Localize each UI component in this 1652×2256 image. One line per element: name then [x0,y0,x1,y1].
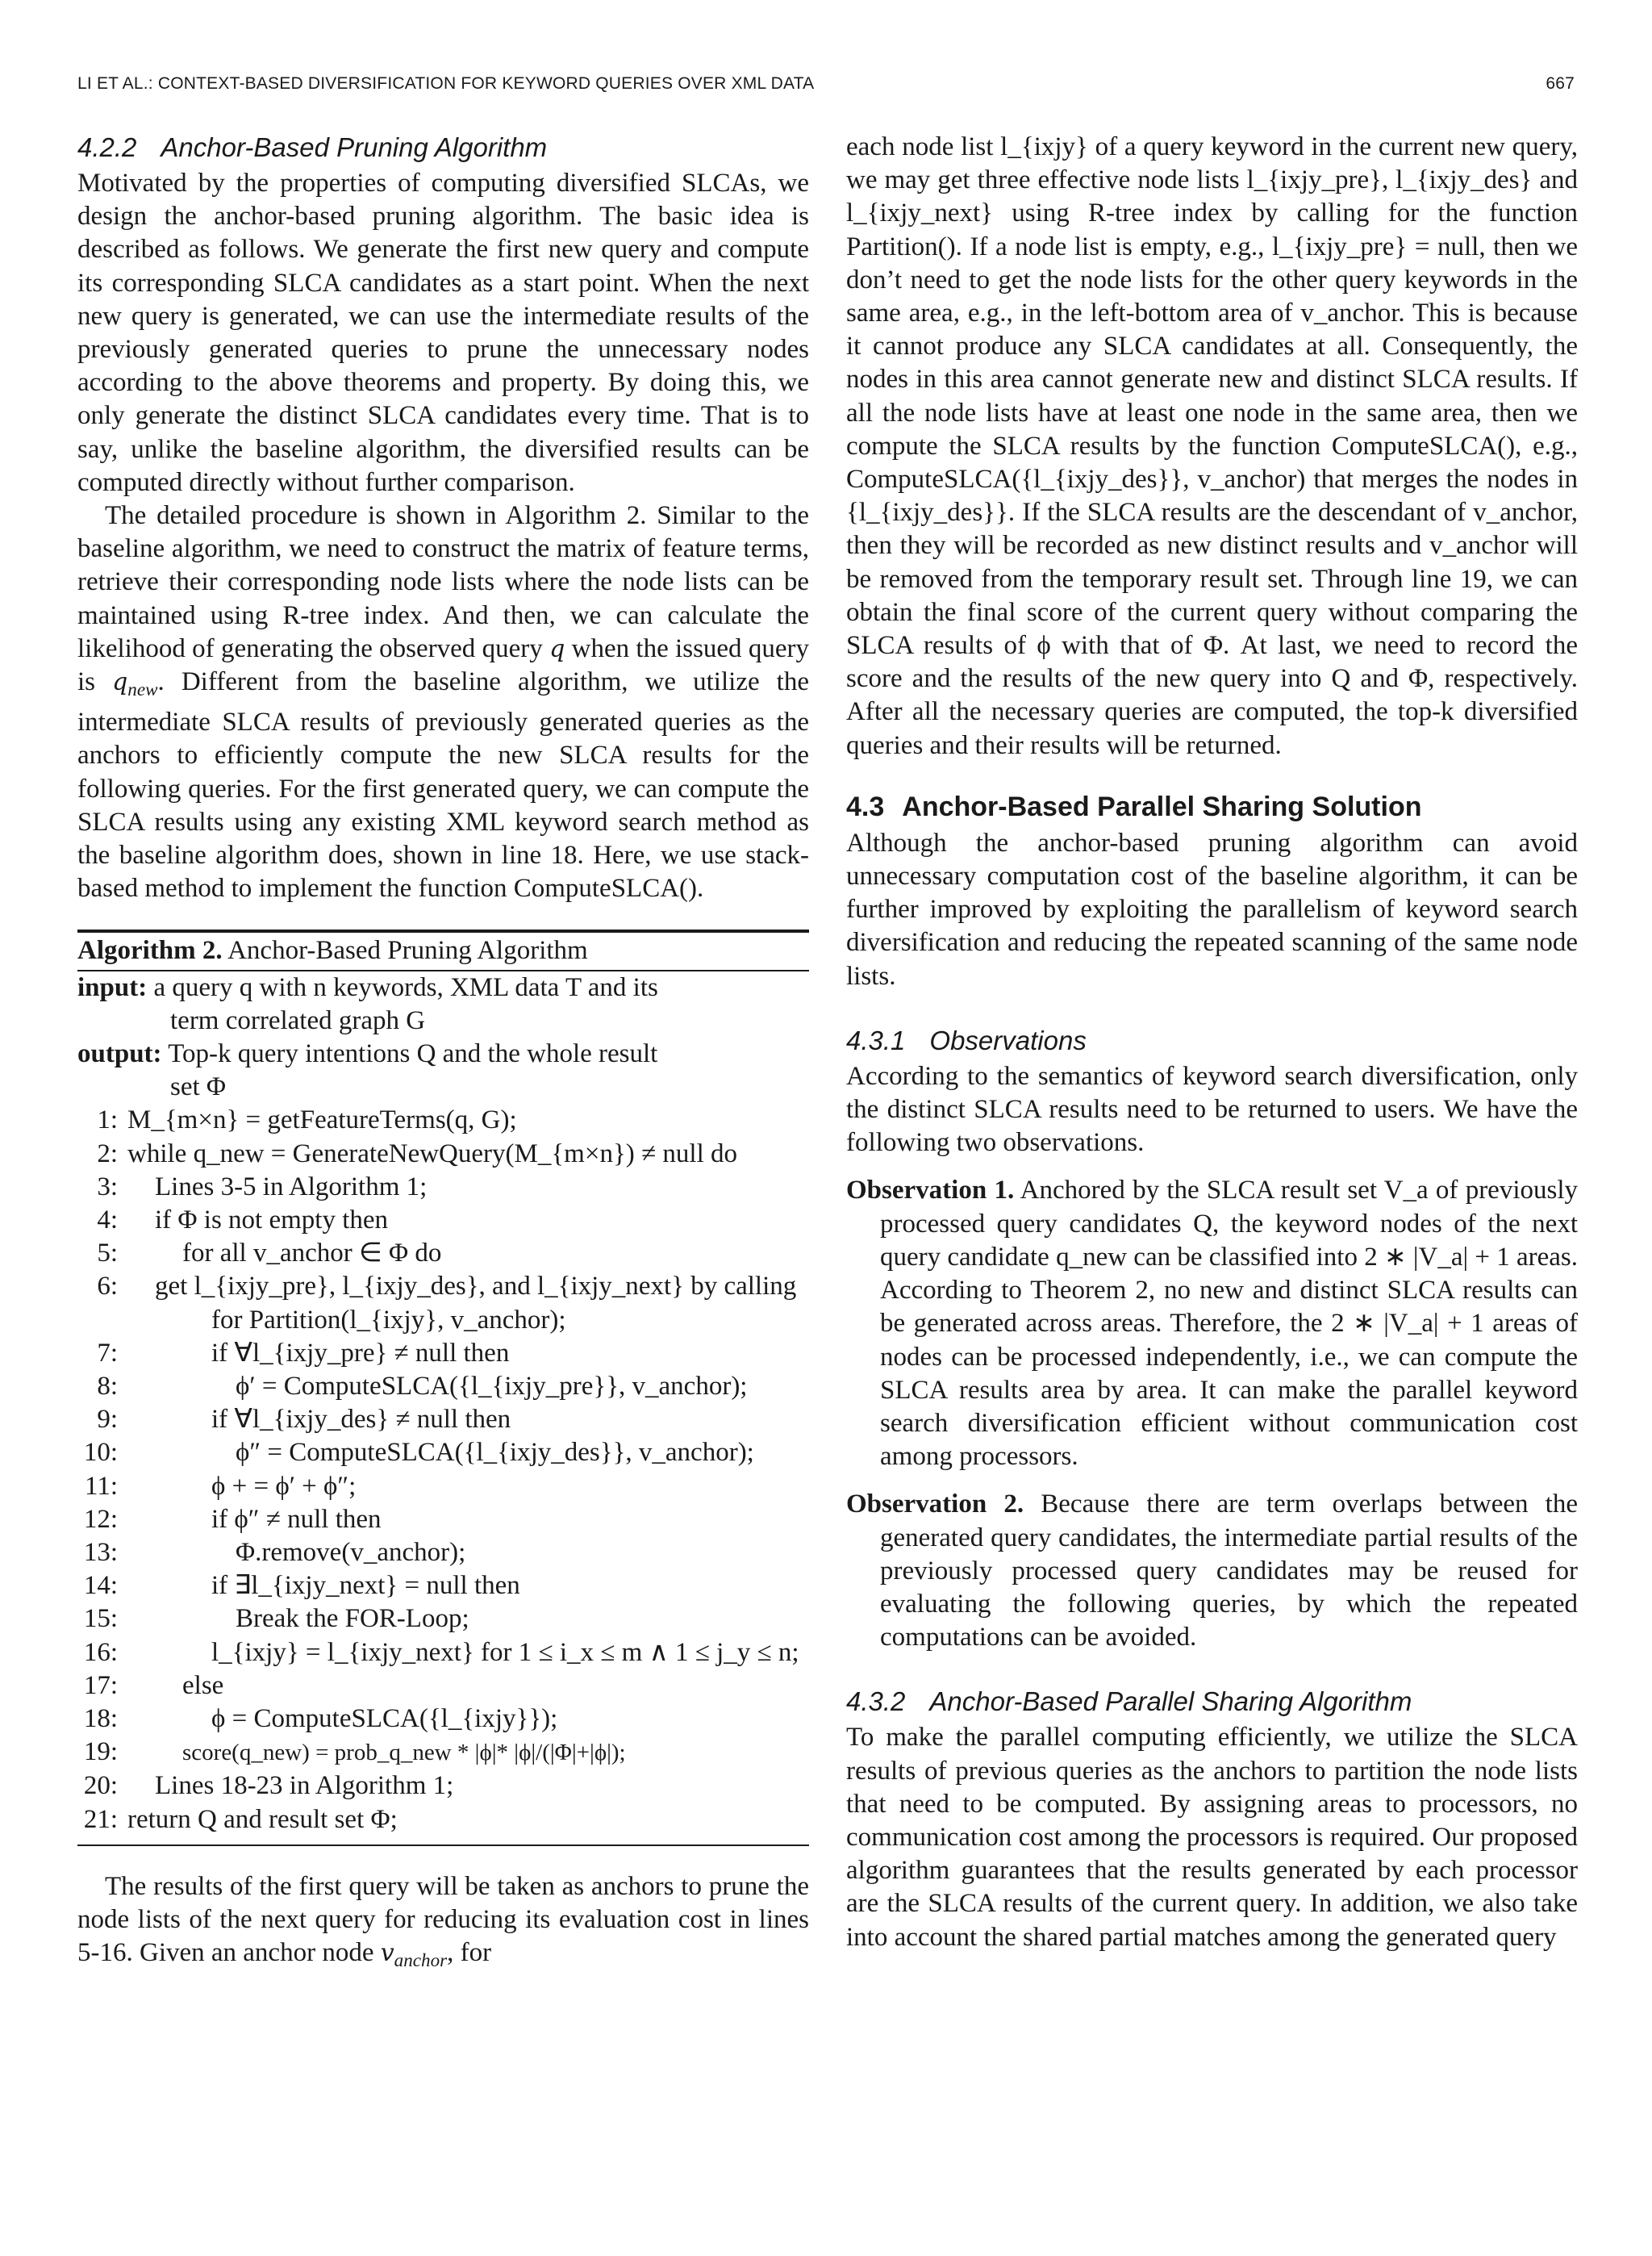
paragraph: The detailed procedure is shown in Algorithm 2. Similar to the baseline algorithm, we need to construct the matrix of feature terms, retrieve their corresponding node lists where the node lists can be maintained using R-tree index. And then, we can calculate the likelihood of generating the observed query q when the issued query is $q_{new}$. Different from the baseline algorithm, we utilize the intermediate SLCA results of previously generated queries as the anchors to efficiently compute the new SLCA results for the following queries. For the first generated query, we can compute the SLCA results using any existing XML keyword search method as the baseline algorithm does, shown in line 18. Here, we use stack-based method to implement the function ComputeSLCA(). [77,501,810,904]
algorithm-line: 21: return Q and result set Φ; [83,1804,398,1834]
section-4-3-1-heading: 4.3.1 Observations [846,1025,1087,1055]
algorithm-line: 6: get l_{ixjy_pre}, l_{ixjy_des}, and l_{ixjy_next} by calling for Partition(l_{ixjy}, v_anchor); [97,1272,797,1335]
algorithm-line: 16: l_{ixjy} = l_{ixjy_next} for 1 ≤ i_x ≤ m ∧ 1 ≤ j_y ≤ n; [83,1637,799,1667]
algorithm-input: input: a query q with n keywords, XML data T and its term correlated graph G [77,972,658,1035]
right-column [846,131,1578,1954]
paragraph: The results of the first query will be taken as anchors to prune the node lists of the next query for reducing its evaluation cost in lines 5-16. Given an anchor node $v_{anchor}$, for [77,1871,809,1971]
algorithm-line: 10: ϕ″ = ComputeSLCA({l_{ixjy_des}}, v_anchor); [83,1438,754,1468]
algorithm-line: 17: else [83,1670,224,1700]
algorithm-line: 1: M_{m×n} = getFeatureTerms(q, G); [97,1105,517,1135]
left-column [77,131,809,1977]
algorithm-line: 20: Lines 18-23 in Algorithm 1; [83,1771,454,1801]
algorithm-line: 12: if ϕ″ ≠ null then [83,1504,382,1534]
observation-2: Observation 2. Because there are term overlaps between the generated query candidates, the intermediate partial results of the previously processed query candidates may be reused for evaluating the following queries, by which the repeated computations can be avoided. [846,1489,1578,1652]
algorithm-box [77,930,809,1845]
algorithm-output: output: Top-k query intentions Q and the whole result set Φ [77,1039,658,1102]
running-head-title: LI ET AL.: CONTEXT-BASED DIVERSIFICATION FOR KEYWORD QUERIES OVER XML DATA [77,74,815,93]
page-number: 667 [1546,74,1575,93]
algorithm-line: 15: Break the FOR-Loop; [83,1604,469,1634]
section-4-2-2-heading: 4.2.2 Anchor-Based Pruning Algorithm [77,132,548,162]
algorithm-line: 4: if Φ is not empty then [97,1205,389,1235]
paragraph: According to the semantics of keyword search diversification, only the distinct SLCA results need to be returned to users. We have the following two observations. [846,1061,1578,1158]
running-head [77,74,1575,94]
paragraph: Motivated by the properties of computing diversified SLCAs, we design the anchor-based pruning algorithm. The basic idea is described as follows. We generate the first new query and compute its corresponding SLCA candidates as a start point. When the next new query is generated, we can use the intermediate results of the previously generated queries to prune the unnecessary nodes according to the above theorems and property. By doing this, we only generate the distinct SLCA candidates every time. That is to say, unlike the baseline algorithm, the diversified results can be computed directly without further comparison. [77,169,809,497]
algorithm-line: 9: if ∀l_{ixjy_des} ≠ null then [97,1405,511,1435]
algorithm-line: 11: ϕ + = ϕ′ + ϕ″; [85,1471,357,1501]
algorithm-line: 5: for all v_anchor ∈ Φ do [97,1239,442,1268]
algorithm-line: 8: ϕ′ = ComputeSLCA({l_{ixjy_pre}}, v_anchor); [97,1372,748,1402]
section-4-3-heading: 4.3 Anchor-Based Parallel Sharing Solution [846,791,1422,822]
section-4-3-2-heading: 4.3.2 Anchor-Based Parallel Sharing Algorithm [846,1686,1412,1717]
algorithm-line: 14: if ∃l_{ixjy_next} = null then [83,1571,520,1601]
algorithm-line: 2: while q_new = GenerateNewQuery(M_{m×n}) ≠ null do [97,1138,737,1168]
paragraph: Although the anchor-based pruning algorithm can avoid unnecessary computation cost of the baseline algorithm, it can be further improved by exploiting the parallelism of keyword search diversification and reducing the repeated scanning of the same node lists. [846,828,1578,991]
observation-1: Observation 1. Anchored by the SLCA result set V_a of previously processed query candidates Q, the keyword nodes of the next query candidate q_new can be classified into 2 ∗ |V_a| + 1 areas. According to Theorem 2, no new and distinct SLCA results can be generated across areas. Therefore, the 2 ∗ |V_a| + 1 areas of nodes can be processed independently, i.e., we can compute the SLCA results area by area. It can make the parallel keyword search diversification efficient without communication cost among processors. [846,1176,1579,1472]
algorithm-line: 7: if ∀l_{ixjy_pre} ≠ null then [97,1338,510,1368]
algorithm-line: 3: Lines 3-5 in Algorithm 1; [97,1172,428,1201]
algorithm-caption: Algorithm 2. Anchor-Based Pruning Algorithm [77,933,809,971]
paragraph: To make the parallel computing efficiently, we utilize the SLCA results of previous queries as the anchors to partition the node lists that need to be computed. By assigning areas to processors, no communication cost among the processors is required. Our proposed algorithm guarantees that the results generated by each processor are the SLCA results of the current query. In addition, we also take into account the shared partial matches among the generated query [846,1723,1578,1952]
algorithm-line: 13: Φ.remove(v_anchor); [83,1538,466,1568]
paragraph: each node list l_{ixjy} of a query keyword in the current new query, we may get three effective node lists l_{ixjy_pre}, l_{ixjy_des} and l_{ixjy_next} using R-tree index by calling for the function Partition(). If a node list is empty, e.g., l_{ixjy_pre} = null, then we don’t need to get the node lists for the other query keywords in the same area, e.g., in the left-bottom area of v_anchor. This is because it cannot produce any SLCA candidates at all. Consequently, the nodes in this area cannot generate new and distinct SLCA results. If all the node lists have at least one node in the same area, then we compute the SLCA results by the function ComputeSLCA(), e.g., ComputeSLCA({l_{ixjy_des}}, v_anchor) that merges the nodes in {l_{ixjy_des}}. If the SLCA results are the descendant of v_anchor, then they will be recorded as new distinct results and v_anchor will be removed from the temporary result set. Through line 19, we can obtain the final score of the current query without comparing the SLCA results of ϕ with that of Φ. At last, we need to record the score and the results of the new query into Q and Φ, respectively. After all the necessary queries are computed, the top-k diversified queries and their results will be returned. [846,132,1578,760]
algorithm-line: 18: ϕ = ComputeSLCA({l_{ixjy}}); [83,1704,558,1734]
algorithm-line: 19: score(q_new) = prob_q_new * |ϕ|* |ϕ|/(|Φ|+|ϕ|); [83,1737,626,1767]
